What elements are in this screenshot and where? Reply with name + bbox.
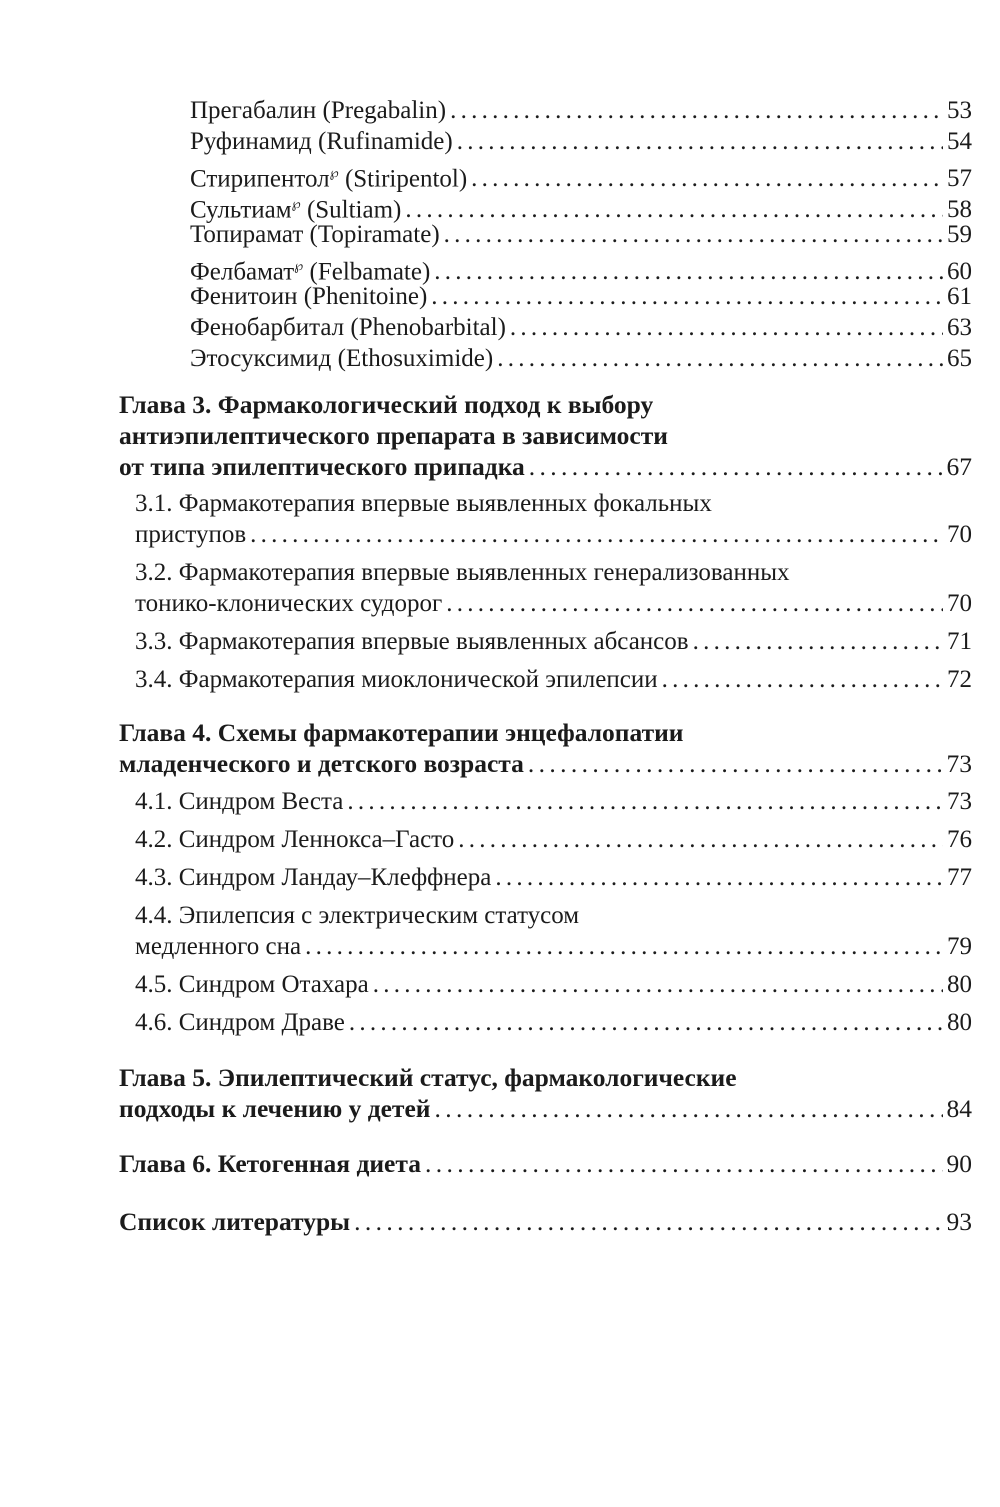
page-number: 73 xyxy=(946,749,972,778)
chapter-3-heading-line2[interactable]: антиэпилептического препарата в зависимости xyxy=(119,421,668,450)
chapter-5-heading-line1[interactable]: Глава 5. Эпилептический статус, фармакологические xyxy=(119,1063,737,1092)
page-number: 76 xyxy=(947,826,972,853)
registration-mark: ℘ xyxy=(294,258,304,273)
entry-title: Руфинамид (Rufinamide) xyxy=(190,128,453,155)
entry-title: Сультиам℘ (Sultiam) xyxy=(190,196,402,224)
page-number: 53 xyxy=(947,97,972,124)
toc-entry-3-3[interactable]: 3.3. Фармакотерапия впервые выявленных абсансов . . . 71 xyxy=(135,626,972,657)
leader-dots xyxy=(431,281,943,312)
page-number: 73 xyxy=(947,788,972,815)
leader-dots xyxy=(510,312,943,343)
toc-entry-3-1-line2[interactable]: приступов . . . 70 xyxy=(135,519,972,550)
leader-dots xyxy=(662,664,943,695)
leader-dots xyxy=(444,219,943,250)
entry-title: Топирамат (Topiramate) xyxy=(190,221,440,248)
leader-dots xyxy=(458,824,943,855)
leader-dots xyxy=(446,588,943,619)
chapter-3-heading-line1[interactable]: Глава 3. Фармакологический подход к выбору xyxy=(119,390,654,419)
leader-dots xyxy=(373,969,943,1000)
page-number: 59 xyxy=(947,221,972,248)
leader-dots xyxy=(529,451,943,482)
toc-entry-ethosuximide[interactable] xyxy=(190,343,972,374)
leader-dots xyxy=(349,1007,943,1038)
page-number: 71 xyxy=(947,628,972,655)
leader-dots xyxy=(354,1206,942,1237)
toc-entry-phenitoine[interactable] xyxy=(190,281,972,312)
page-number: 93 xyxy=(946,1207,972,1236)
page-number: 61 xyxy=(947,283,972,310)
toc-entry-4-3[interactable]: 4.3. Синдром Ландау–Клеффнера . . . 77 xyxy=(135,862,972,893)
toc-entry-3-4[interactable]: 3.4. Фармакотерапия миоклонической эпилепсии . . . 72 xyxy=(135,664,972,695)
entry-title: Стирипентол℘ (Stiripentol) xyxy=(190,165,468,193)
page-number: 54 xyxy=(947,128,972,155)
page-number: 72 xyxy=(947,666,972,693)
toc-entry-4-6[interactable]: 4.6. Синдром Драве . . . 80 xyxy=(135,1007,972,1038)
page-number: 63 xyxy=(947,314,972,341)
toc-entry-4-4-line1[interactable]: 4.4. Эпилепсия с электрическим статусом xyxy=(135,902,580,929)
page-number: 80 xyxy=(947,1009,972,1036)
chapter-4-heading-line1[interactable]: Глава 4. Схемы фармакотерапии энцефалопатии xyxy=(119,718,684,747)
references-heading[interactable]: Список литературы . . . 93 xyxy=(119,1206,972,1237)
toc-entry-4-5[interactable]: 4.5. Синдром Отахара . . . 80 xyxy=(135,969,972,1000)
entry-title: Прегабалин (Pregabalin) xyxy=(190,97,447,124)
toc-entry-3-1-line1[interactable]: 3.1. Фармакотерапия впервые выявленных фокальных xyxy=(135,490,712,517)
page-number: 70 xyxy=(947,590,972,617)
leader-dots xyxy=(495,862,943,893)
toc-entry-pregabalin[interactable] xyxy=(190,95,972,126)
entry-title: Фенобарбитал (Phenobarbital) xyxy=(190,314,506,341)
page-number: 84 xyxy=(946,1094,972,1123)
registration-mark: ℘ xyxy=(291,196,301,211)
leader-dots xyxy=(250,519,943,550)
registration-mark: ℘ xyxy=(329,165,339,180)
page-number: 79 xyxy=(947,933,972,960)
chapter-4-heading-line2[interactable]: младенческого и детского возраста . . . 73 xyxy=(119,748,972,779)
toc-entry-topiramate[interactable] xyxy=(190,219,972,250)
leader-dots xyxy=(450,95,943,126)
leader-dots xyxy=(434,1093,942,1124)
entry-title: Фенитоин (Phenitoine) xyxy=(190,283,428,310)
page-number: 57 xyxy=(947,165,972,193)
chapter-5-heading-line2[interactable]: подходы к лечению у детей . . . 84 xyxy=(119,1093,972,1124)
leader-dots xyxy=(497,343,943,374)
leader-dots xyxy=(693,626,943,657)
page-number: 67 xyxy=(946,452,972,481)
leader-dots xyxy=(347,786,943,817)
chapter-6-heading[interactable]: Глава 6. Кетогенная диета . . . 90 xyxy=(119,1148,972,1179)
entry-title: Этосуксимид (Ethosuximide) xyxy=(190,345,494,372)
leader-dots xyxy=(457,126,943,157)
chapter-3-heading-line3[interactable]: от типа эпилептического припадка . . . 67 xyxy=(119,451,972,482)
page-number: 90 xyxy=(946,1149,972,1178)
page-number: 70 xyxy=(947,521,972,548)
toc-entry-4-4-line2[interactable]: медленного сна . . . 79 xyxy=(135,931,972,962)
toc-entry-4-1[interactable]: 4.1. Синдром Веста . . . 73 xyxy=(135,786,972,817)
page-number: 60 xyxy=(947,258,972,286)
leader-dots xyxy=(528,748,943,779)
page-number: 58 xyxy=(947,196,972,224)
leader-dots xyxy=(305,931,943,962)
page-number: 77 xyxy=(947,864,972,891)
toc-entry-phenobarbital[interactable] xyxy=(190,312,972,343)
toc-entry-rufinamide[interactable] xyxy=(190,126,972,157)
page-number: 65 xyxy=(947,345,972,372)
page-number: 80 xyxy=(947,971,972,998)
toc-entry-3-2-line1[interactable]: 3.2. Фармакотерапия впервые выявленных генерализованных xyxy=(135,559,790,586)
toc-entry-3-2-line2[interactable]: тонико-клонических судорог . . . 70 xyxy=(135,588,972,619)
leader-dots xyxy=(425,1148,943,1179)
entry-title: Фелбамат℘ (Felbamate) xyxy=(190,258,431,286)
toc-entry-4-2[interactable]: 4.2. Синдром Леннокса–Гасто . . . 76 xyxy=(135,824,972,855)
